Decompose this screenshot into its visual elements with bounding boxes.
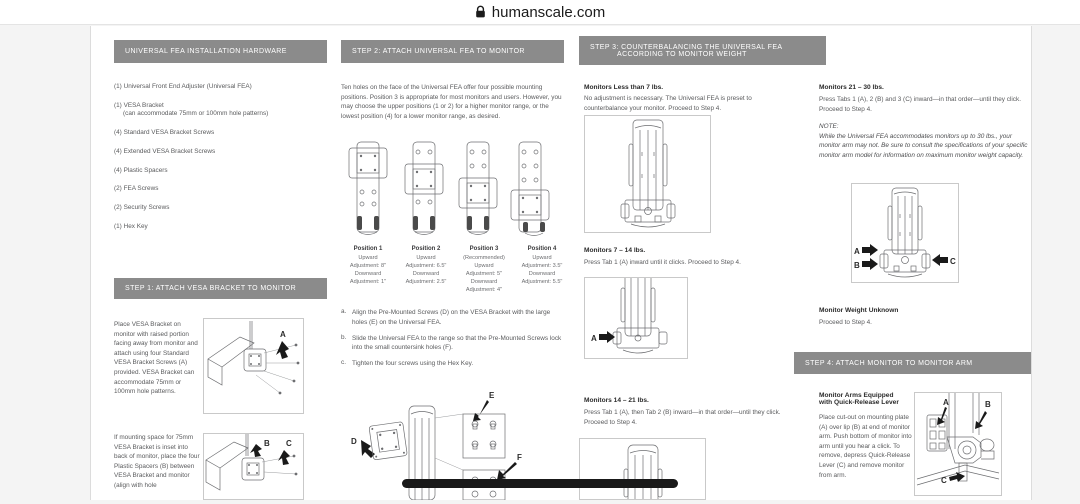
- list-item: (4) Standard VESA Bracket Screws: [114, 128, 215, 136]
- position-label: Position 1 Upward Adjustment: 8" Downward Adjustment: 1": [349, 246, 387, 286]
- step3-7-14-title: Monitors 7 – 14 lbs.: [584, 247, 646, 254]
- diagram-label-d: D: [351, 437, 357, 446]
- list-item: (4) Plastic Spacers: [114, 166, 168, 174]
- diagram-label-c: C: [941, 476, 947, 485]
- diagram-label-f: F: [517, 453, 522, 462]
- step3-7-14-diagram: [584, 277, 688, 359]
- step1-diagram-spacers: [203, 433, 304, 500]
- list-item: (4) Extended VESA Bracket Screws: [114, 147, 216, 155]
- substep-a: a. Align the Pre-Mounted Screws (D) on the VESA Bracket with the large holes (E) on the Universal FEA.: [341, 308, 551, 326]
- step3-lt7-text: No adjustment is necessary. The Universal FEA is preset to counterbalance your monitor. Proceed to Step 4.: [584, 95, 752, 112]
- diagram-label-e: E: [489, 391, 495, 400]
- step3-14-21-diagram: [579, 438, 706, 500]
- position-label: Position 2 Upward Adjustment: 6.5" Downward Adjustment: 2.5": [405, 246, 447, 286]
- step3-lt7-title: Monitors Less than 7 lbs.: [584, 84, 664, 91]
- weight-unknown-text: Proceed to Step 4.: [819, 319, 872, 326]
- step1-paragraph-1: Place VESA Bracket on monitor with raised portion facing away from monitor and attach using four Standard VESA Bracket Screws (A) provided. VESA Bracket can accommodate 75mm or 100mm hole patterns.: [114, 321, 198, 396]
- diagram-label-a: A: [943, 398, 949, 407]
- diagram-label-b: B: [264, 439, 270, 448]
- step3-7-14-text: Press Tab 1 (A) inward until it clicks. Proceed to Step 4.: [584, 259, 741, 266]
- hardware-header: UNIVERSAL FEA INSTALLATION HARDWARE: [114, 40, 327, 63]
- slide-direction-bar: [402, 479, 678, 488]
- list-item: (2) Security Screws: [114, 204, 170, 212]
- diagram-label-b: B: [985, 400, 991, 409]
- step1-header: STEP 1: ATTACH VESA BRACKET TO MONITOR: [114, 278, 327, 299]
- step3-14-21-text: Press Tab 1 (A), then Tab 2 (B) inward—in that order—until they click. Proceed to Step 4.: [584, 409, 781, 426]
- step2-position-diagrams: [341, 140, 571, 240]
- browser-title-bar: [0, 0, 1080, 25]
- step3-lt7-diagram: [584, 115, 711, 233]
- step4-diagram-quick-release: [914, 392, 1002, 496]
- step3-21-30-title: Monitors 21 – 30 lbs.: [819, 84, 884, 91]
- hardware-parts-list: [114, 83, 322, 242]
- address-url[interactable]: humanscale.com: [491, 3, 606, 21]
- diagram-label-b: B: [854, 261, 860, 270]
- step3-header: STEP 3: COUNTERBALANCING THE UNIVERSAL FEA ACCORDING TO MONITOR WEIGHT: [579, 36, 826, 65]
- step3-21-30-diagram: [851, 183, 959, 283]
- substep-c: c. Tighten the four screws using the Hex Key.: [341, 359, 474, 368]
- substep-b: b. Slide the Universal FEA to the range so that the Pre-Mounted Screws lock into the small countersink holes (F).: [341, 333, 562, 352]
- step1-paragraph-2: If mounting space for 75mm VESA Bracket is inset into back of monitor, place the four Plastic Spacers (B) between VESA Bracket and monitor (align with hole: [114, 434, 200, 490]
- list-item: (1) Universal Front End Adjuster (Universal FEA): [114, 83, 252, 90]
- weight-unknown-title: Monitor Weight Unknown: [819, 307, 899, 314]
- position-label: Position 3 (Recommended) Upward Adjustment: 5" Downward Adjustment: 4": [463, 246, 505, 294]
- step2-header: STEP 2: ATTACH UNIVERSAL FEA TO MONITOR: [341, 40, 564, 63]
- note-block: [819, 122, 1031, 160]
- step3-21-30-text: Press Tabs 1 (A), 2 (B) and 3 (C) inward—in that order—until they click. Proceed to Step 4.: [819, 96, 1021, 113]
- diagram-label-a: A: [280, 330, 286, 339]
- position-label: Position 4 Upward Adjustment: 3.5" Downward Adjustment: 5.5": [521, 246, 563, 286]
- step4-subheading: Monitor Arms Equipped with Quick-Release Lever: [819, 392, 899, 406]
- list-item: (1) VESA Bracket (can accommodate 75mm or 100mm hole patterns): [114, 101, 269, 118]
- note-label: NOTE:: [819, 123, 839, 130]
- diagram-label-a: A: [854, 247, 860, 256]
- step4-header: STEP 4: ATTACH MONITOR TO MONITOR ARM: [794, 352, 1031, 374]
- step3-14-21-title: Monitors 14 – 21 lbs.: [584, 397, 649, 404]
- diagram-label-c: C: [286, 439, 292, 448]
- note-text: While the Universal FEA accommodates monitors up to 30 lbs., your monitor arm may not. Be sure to consult the specifications of your specific monitor arm model for information on maximum monitor weight capacity.: [819, 132, 1028, 159]
- step4-text: Place cut-out on mounting plate (A) over lip (B) at end of monitor arm. Push bottom of monitor into arm until you hear a click. To remove, depress Quick-Release Lever (C) and remove monitor from arm.: [819, 414, 912, 479]
- list-item: (2) FEA Screws: [114, 185, 159, 193]
- step2-substeps: [341, 308, 573, 376]
- step1-diagram-vesa-bracket: [203, 318, 304, 414]
- lock-icon: [475, 5, 486, 19]
- diagram-label-a: A: [591, 334, 597, 343]
- document-page: [90, 26, 1032, 500]
- list-item: (1) Hex Key: [114, 223, 148, 231]
- step2-intro: Ten holes on the face of the Universal FEA offer four possible mounting positions. Position 3 is appropriate for most monitors and users. However, you may choose the upper positions (1 or 2) for a higher monitor range, or the lowest position (4) for a lower monitor range, as desired.: [341, 84, 562, 120]
- diagram-label-c: C: [950, 257, 956, 266]
